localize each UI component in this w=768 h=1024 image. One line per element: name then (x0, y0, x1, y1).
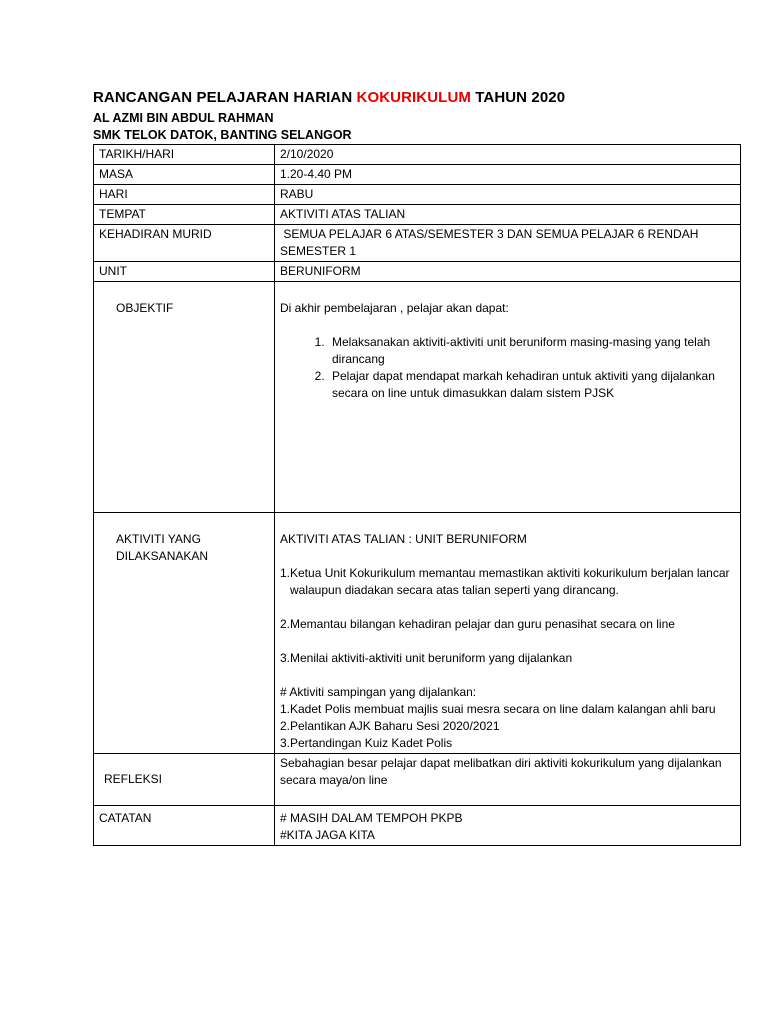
title-highlight: KOKURIKULUM (356, 89, 471, 106)
list-item: 2. Pelajar dapat mendapat markah kehadiran untuk aktiviti yang dijalankan secara on line untuk dimasukkan dalam sistem PJSK (328, 368, 734, 402)
aktiviti-point: 1.Ketua Unit Kokurikulum memantau memastikan aktiviti kokurikulum berjalan lancar walaupun diadakan secara atas talian seperti yang dirancang. (280, 566, 730, 597)
objektif-list (280, 334, 734, 402)
aktiviti-side-item: 2.Pelantikan AJK Baharu Sesi 2020/2021 (280, 719, 500, 733)
aktiviti-side-item: 3.Pertandingan Kuiz Kadet Polis (280, 736, 453, 750)
row-value-catatan (275, 806, 741, 846)
title-prefix: RANCANGAN PELAJARAN HARIAN (93, 89, 357, 106)
catatan-line: # MASIH DALAM TEMPOH PKPB (280, 811, 463, 825)
objektif-intro: Di akhir pembelajaran , pelajar akan dapat: (280, 301, 509, 315)
row-label-tempat: TEMPAT (94, 205, 275, 225)
row-label-masa: MASA (94, 165, 275, 185)
row-value-objektif (275, 282, 741, 513)
list-item: 1. Melaksanakan aktiviti-aktiviti unit beruniform masing-masing yang telah dirancang (328, 334, 734, 368)
lesson-plan-table (93, 144, 741, 846)
catatan-line: #KITA JAGA KITA (280, 828, 375, 842)
table-row (94, 262, 741, 282)
row-value-refleksi: Sebahagian besar pelajar dapat melibatkan diri aktiviti kokurikulum yang dijalankan secara maya/on line (275, 754, 741, 806)
table-row (94, 185, 741, 205)
row-value-masa: 1.20-4.40 PM (275, 165, 741, 185)
row-label-hari: HARI (94, 185, 275, 205)
teacher-name: AL AZMI BIN ABDUL RAHMAN (93, 111, 274, 125)
table-row (94, 754, 741, 806)
table-row (94, 806, 741, 846)
table-row (94, 145, 741, 165)
row-value-tempat: AKTIVITI ATAS TALIAN (275, 205, 741, 225)
row-value-tarikh: 2/10/2020 (275, 145, 741, 165)
table-row (94, 165, 741, 185)
school-name: SMK TELOK DATOK, BANTING SELANGOR (93, 128, 352, 142)
aktiviti-side-heading: # Aktiviti sampingan yang dijalankan: (280, 685, 477, 699)
table-row (94, 282, 741, 513)
row-label-catatan: CATATAN (94, 806, 275, 846)
aktiviti-point: 3.Menilai aktiviti-aktiviti unit beruniform yang dijalankan (280, 651, 573, 665)
row-label-aktiviti: AKTIVITI YANG DILAKSANAKAN (94, 513, 275, 754)
row-value-aktiviti (275, 513, 741, 754)
row-label-unit: UNIT (94, 262, 275, 282)
title-suffix: TAHUN 2020 (470, 89, 566, 106)
row-value-unit: BERUNIFORM (275, 262, 741, 282)
row-label-refleksi: REFLEKSI (94, 754, 275, 806)
aktiviti-side-item: 1.Kadet Polis membuat majlis suai mesra secara on line dalam kalangan ahli baru (280, 702, 716, 716)
row-value-kehadiran: SEMUA PELAJAR 6 ATAS/SEMESTER 3 DAN SEMUA PELAJAR 6 RENDAH SEMESTER 1 (275, 225, 741, 262)
table-row (94, 225, 741, 262)
aktiviti-point: 2.Memantau bilangan kehadiran pelajar dan guru penasihat secara on line (280, 617, 675, 631)
row-label-tarikh: TARIKH/HARI (94, 145, 275, 165)
table-row (94, 513, 741, 754)
row-label-objektif: OBJEKTIF (94, 282, 275, 513)
table-row (94, 205, 741, 225)
aktiviti-heading: AKTIVITI ATAS TALIAN : UNIT BERUNIFORM (280, 532, 527, 546)
row-label-kehadiran: KEHADIRAN MURID (94, 225, 275, 262)
row-value-hari: RABU (275, 185, 741, 205)
page-title (93, 89, 565, 106)
